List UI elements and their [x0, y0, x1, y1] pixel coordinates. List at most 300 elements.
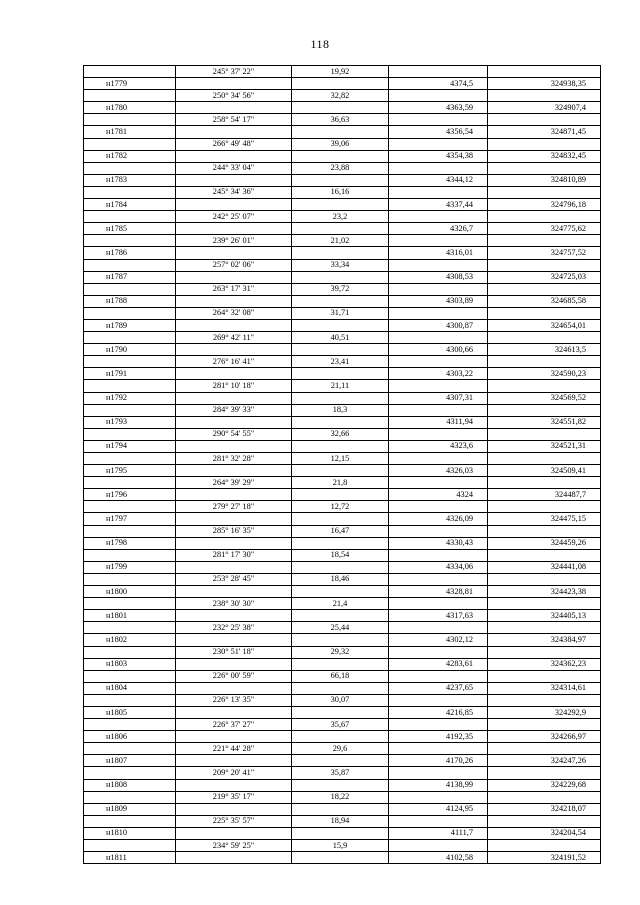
point-cell: н1800 [84, 586, 176, 598]
angle-cell [176, 78, 292, 90]
x-coordinate-cell [389, 477, 488, 489]
table-row [84, 259, 601, 271]
y-coordinate-cell [488, 428, 601, 440]
point-cell: н1811 [84, 852, 176, 864]
point-cell: н1792 [84, 392, 176, 404]
length-cell [292, 489, 389, 501]
point-cell [84, 356, 176, 368]
angle-cell [176, 247, 292, 259]
angle-cell [176, 368, 292, 380]
y-coordinate-cell [488, 283, 601, 295]
x-coordinate-cell [389, 525, 488, 537]
point-cell [84, 549, 176, 561]
length-cell [292, 586, 389, 598]
y-coordinate-cell [488, 404, 601, 416]
y-coordinate-cell [488, 719, 601, 731]
table-row [84, 852, 601, 864]
table-row [84, 706, 601, 718]
y-coordinate-cell: 324725,03 [488, 271, 601, 283]
y-coordinate-cell [488, 332, 601, 344]
point-cell: н1796 [84, 489, 176, 501]
x-coordinate-cell: 4307,31 [389, 392, 488, 404]
table-row [84, 827, 601, 839]
y-coordinate-cell: 324551,82 [488, 416, 601, 428]
length-cell [292, 827, 389, 839]
length-cell [292, 610, 389, 622]
y-coordinate-cell [488, 767, 601, 779]
angle-cell: 281° 32' 28" [176, 453, 292, 465]
angle-cell [176, 295, 292, 307]
table-row [84, 670, 601, 682]
length-cell [292, 126, 389, 138]
y-coordinate-cell: 324938,35 [488, 78, 601, 90]
x-coordinate-cell: 4326,03 [389, 465, 488, 477]
length-cell [292, 344, 389, 356]
length-cell [292, 634, 389, 646]
angle-cell: 242° 25' 07" [176, 211, 292, 223]
length-cell [292, 78, 389, 90]
y-coordinate-cell [488, 138, 601, 150]
length-cell [292, 440, 389, 452]
page-number: 118 [310, 37, 330, 51]
y-coordinate-cell: 324266,97 [488, 731, 601, 743]
angle-cell [176, 634, 292, 646]
length-cell: 23,88 [292, 162, 389, 174]
table-row [84, 211, 601, 223]
x-coordinate-cell: 4170,26 [389, 755, 488, 767]
point-cell: н1788 [84, 295, 176, 307]
angle-cell [176, 755, 292, 767]
angle-cell: 276° 16' 41" [176, 356, 292, 368]
length-cell: 16,47 [292, 525, 389, 537]
angle-cell: 263° 17' 31" [176, 283, 292, 295]
table-row [84, 78, 601, 90]
length-cell [292, 150, 389, 162]
length-cell: 12,72 [292, 501, 389, 513]
angle-cell: 279° 27' 18" [176, 501, 292, 513]
point-cell: н1795 [84, 465, 176, 477]
x-coordinate-cell [389, 162, 488, 174]
angle-cell: 244° 33' 04" [176, 162, 292, 174]
point-cell: н1789 [84, 319, 176, 331]
angle-cell: 290° 54' 55" [176, 428, 292, 440]
angle-cell [176, 416, 292, 428]
x-coordinate-cell: 4363,59 [389, 102, 488, 114]
x-coordinate-cell [389, 670, 488, 682]
angle-cell [176, 465, 292, 477]
angle-cell [176, 706, 292, 718]
point-cell: н1780 [84, 102, 176, 114]
x-coordinate-cell: 4334,06 [389, 561, 488, 573]
point-cell [84, 235, 176, 247]
length-cell [292, 416, 389, 428]
x-coordinate-cell [389, 791, 488, 803]
table-row [84, 186, 601, 198]
table-row [84, 731, 601, 743]
y-coordinate-cell [488, 622, 601, 634]
y-coordinate-cell: 324384,97 [488, 634, 601, 646]
point-cell: н1805 [84, 706, 176, 718]
angle-cell: 239° 26' 01" [176, 235, 292, 247]
y-coordinate-cell: 324405,13 [488, 610, 601, 622]
length-cell: 32,66 [292, 428, 389, 440]
angle-cell [176, 827, 292, 839]
table-row [84, 440, 601, 452]
length-cell: 18,3 [292, 404, 389, 416]
table-row [84, 162, 601, 174]
table-row [84, 465, 601, 477]
y-coordinate-cell [488, 646, 601, 658]
point-cell [84, 719, 176, 731]
point-cell: н1781 [84, 126, 176, 138]
angle-cell: 284° 39' 33" [176, 404, 292, 416]
y-coordinate-cell: 324685,58 [488, 295, 601, 307]
point-cell [84, 743, 176, 755]
x-coordinate-cell [389, 767, 488, 779]
table-row [84, 404, 601, 416]
table-row [84, 694, 601, 706]
length-cell: 21,8 [292, 477, 389, 489]
length-cell: 15,9 [292, 840, 389, 852]
angle-cell: 250° 34' 56" [176, 90, 292, 102]
point-cell [84, 428, 176, 440]
angle-cell: 226° 00' 59" [176, 670, 292, 682]
y-coordinate-cell [488, 162, 601, 174]
length-cell: 39,06 [292, 138, 389, 150]
x-coordinate-cell: 4324 [389, 489, 488, 501]
table-row [84, 453, 601, 465]
x-coordinate-cell: 4300,87 [389, 319, 488, 331]
point-cell [84, 501, 176, 513]
y-coordinate-cell [488, 549, 601, 561]
y-coordinate-cell [488, 477, 601, 489]
angle-cell: 285° 16' 35" [176, 525, 292, 537]
table-body [84, 66, 601, 864]
table-row [84, 223, 601, 235]
length-cell: 29,6 [292, 743, 389, 755]
y-coordinate-cell [488, 453, 601, 465]
point-cell [84, 380, 176, 392]
x-coordinate-cell: 4192,35 [389, 731, 488, 743]
x-coordinate-cell [389, 549, 488, 561]
table-row [84, 102, 601, 114]
point-cell: н1806 [84, 731, 176, 743]
table-row [84, 307, 601, 319]
table-row [84, 501, 601, 513]
table-row [84, 489, 601, 501]
table-row [84, 610, 601, 622]
length-cell: 12,15 [292, 453, 389, 465]
length-cell [292, 223, 389, 235]
angle-cell: 226° 37' 27" [176, 719, 292, 731]
angle-cell [176, 513, 292, 525]
y-coordinate-cell: 324871,45 [488, 126, 601, 138]
y-coordinate-cell: 324810,89 [488, 174, 601, 186]
table-row [84, 815, 601, 827]
y-coordinate-cell [488, 501, 601, 513]
angle-cell: 281° 17' 30" [176, 549, 292, 561]
y-coordinate-cell: 324832,45 [488, 150, 601, 162]
x-coordinate-cell [389, 138, 488, 150]
y-coordinate-cell: 324509,41 [488, 465, 601, 477]
point-cell: н1801 [84, 610, 176, 622]
point-cell: н1803 [84, 658, 176, 670]
y-coordinate-cell: 324775,62 [488, 223, 601, 235]
table-row [84, 477, 601, 489]
point-cell [84, 259, 176, 271]
length-cell: 40,51 [292, 332, 389, 344]
point-cell [84, 791, 176, 803]
x-coordinate-cell [389, 453, 488, 465]
x-coordinate-cell [389, 840, 488, 852]
y-coordinate-cell: 324218,07 [488, 803, 601, 815]
x-coordinate-cell [389, 211, 488, 223]
length-cell [292, 561, 389, 573]
length-cell [292, 731, 389, 743]
length-cell [292, 755, 389, 767]
point-cell: н1793 [84, 416, 176, 428]
length-cell [292, 682, 389, 694]
x-coordinate-cell [389, 573, 488, 585]
x-coordinate-cell [389, 598, 488, 610]
angle-cell [176, 319, 292, 331]
table-row [84, 779, 601, 791]
length-cell [292, 102, 389, 114]
angle-cell [176, 150, 292, 162]
x-coordinate-cell [389, 428, 488, 440]
y-coordinate-cell: 324487,7 [488, 489, 601, 501]
angle-cell [176, 126, 292, 138]
x-coordinate-cell: 4216,85 [389, 706, 488, 718]
angle-cell [176, 489, 292, 501]
angle-cell [176, 537, 292, 549]
table-row [84, 767, 601, 779]
point-cell [84, 332, 176, 344]
x-coordinate-cell: 4138,99 [389, 779, 488, 791]
table-row [84, 573, 601, 585]
y-coordinate-cell [488, 840, 601, 852]
length-cell: 66,18 [292, 670, 389, 682]
x-coordinate-cell [389, 114, 488, 126]
point-cell [84, 767, 176, 779]
table-row [84, 356, 601, 368]
y-coordinate-cell: 324204,54 [488, 827, 601, 839]
y-coordinate-cell [488, 598, 601, 610]
table-row [84, 634, 601, 646]
length-cell: 21,4 [292, 598, 389, 610]
y-coordinate-cell [488, 670, 601, 682]
table-row [84, 332, 601, 344]
point-cell [84, 211, 176, 223]
point-cell [84, 815, 176, 827]
y-coordinate-cell: 324475,15 [488, 513, 601, 525]
point-cell [84, 598, 176, 610]
length-cell: 18,54 [292, 549, 389, 561]
table-row [84, 755, 601, 767]
length-cell [292, 658, 389, 670]
point-cell: н1785 [84, 223, 176, 235]
x-coordinate-cell: 4326,7 [389, 223, 488, 235]
angle-cell [176, 271, 292, 283]
angle-cell: 264° 39' 29" [176, 477, 292, 489]
angle-cell [176, 344, 292, 356]
table-row [84, 598, 601, 610]
length-cell [292, 803, 389, 815]
y-coordinate-cell [488, 66, 601, 78]
table-row [84, 537, 601, 549]
y-coordinate-cell [488, 380, 601, 392]
table-row [84, 682, 601, 694]
point-cell: н1784 [84, 199, 176, 211]
table-row [84, 622, 601, 634]
angle-cell [176, 852, 292, 864]
point-cell [84, 138, 176, 150]
y-coordinate-cell: 324907,4 [488, 102, 601, 114]
point-cell [84, 114, 176, 126]
angle-cell [176, 174, 292, 186]
point-cell: н1783 [84, 174, 176, 186]
y-coordinate-cell: 324191,52 [488, 852, 601, 864]
x-coordinate-cell: 4237,65 [389, 682, 488, 694]
point-cell: н1787 [84, 271, 176, 283]
table-row [84, 271, 601, 283]
y-coordinate-cell: 324521,31 [488, 440, 601, 452]
table-row [84, 549, 601, 561]
y-coordinate-cell: 324569,52 [488, 392, 601, 404]
angle-cell [176, 658, 292, 670]
table-row [84, 114, 601, 126]
angle-cell [176, 779, 292, 791]
x-coordinate-cell [389, 743, 488, 755]
x-coordinate-cell [389, 90, 488, 102]
table-row [84, 380, 601, 392]
table-row [84, 126, 601, 138]
angle-cell: 238° 30' 30" [176, 598, 292, 610]
table-row [84, 586, 601, 598]
length-cell: 23,2 [292, 211, 389, 223]
point-cell [84, 622, 176, 634]
length-cell [292, 319, 389, 331]
y-coordinate-cell: 324590,23 [488, 368, 601, 380]
length-cell [292, 247, 389, 259]
angle-cell [176, 223, 292, 235]
y-coordinate-cell: 324654,01 [488, 319, 601, 331]
y-coordinate-cell [488, 90, 601, 102]
angle-cell: 232° 25' 38" [176, 622, 292, 634]
table-row [84, 283, 601, 295]
table-row [84, 150, 601, 162]
y-coordinate-cell [488, 743, 601, 755]
table-row [84, 392, 601, 404]
length-cell [292, 174, 389, 186]
angle-cell: 209° 20' 41" [176, 767, 292, 779]
table-row [84, 368, 601, 380]
x-coordinate-cell: 4330,43 [389, 537, 488, 549]
table-row [84, 743, 601, 755]
angle-cell: 221° 44' 28" [176, 743, 292, 755]
x-coordinate-cell: 4344,12 [389, 174, 488, 186]
x-coordinate-cell: 4111,7 [389, 827, 488, 839]
angle-cell: 226° 13' 35" [176, 694, 292, 706]
point-cell [84, 307, 176, 319]
angle-cell [176, 731, 292, 743]
y-coordinate-cell: 324459,26 [488, 537, 601, 549]
length-cell: 25,44 [292, 622, 389, 634]
table-row [84, 416, 601, 428]
length-cell: 39,72 [292, 283, 389, 295]
angle-cell: 230° 51' 18" [176, 646, 292, 658]
length-cell [292, 199, 389, 211]
x-coordinate-cell [389, 380, 488, 392]
x-coordinate-cell [389, 501, 488, 513]
table-row [84, 719, 601, 731]
x-coordinate-cell: 4316,01 [389, 247, 488, 259]
length-cell: 30,07 [292, 694, 389, 706]
y-coordinate-cell: 324229,68 [488, 779, 601, 791]
length-cell: 19,92 [292, 66, 389, 78]
x-coordinate-cell [389, 404, 488, 416]
x-coordinate-cell: 4302,12 [389, 634, 488, 646]
x-coordinate-cell [389, 622, 488, 634]
length-cell: 31,71 [292, 307, 389, 319]
y-coordinate-cell: 324613,5 [488, 344, 601, 356]
y-coordinate-cell [488, 356, 601, 368]
point-cell [84, 477, 176, 489]
table-row [84, 658, 601, 670]
y-coordinate-cell [488, 307, 601, 319]
x-coordinate-cell: 4311,94 [389, 416, 488, 428]
length-cell [292, 271, 389, 283]
angle-cell: 225° 35' 57" [176, 815, 292, 827]
point-cell [84, 186, 176, 198]
table-row [84, 344, 601, 356]
x-coordinate-cell: 4300,66 [389, 344, 488, 356]
x-coordinate-cell: 4308,53 [389, 271, 488, 283]
x-coordinate-cell: 4374,5 [389, 78, 488, 90]
x-coordinate-cell [389, 66, 488, 78]
x-coordinate-cell [389, 356, 488, 368]
table-row [84, 803, 601, 815]
angle-cell: 219° 35' 17" [176, 791, 292, 803]
x-coordinate-cell: 4323,6 [389, 440, 488, 452]
y-coordinate-cell: 324796,18 [488, 199, 601, 211]
angle-cell [176, 682, 292, 694]
y-coordinate-cell: 324423,38 [488, 586, 601, 598]
table-row [84, 235, 601, 247]
x-coordinate-cell: 4124,95 [389, 803, 488, 815]
angle-cell: 234° 59' 25" [176, 840, 292, 852]
length-cell [292, 465, 389, 477]
angle-cell [176, 610, 292, 622]
length-cell: 18,94 [292, 815, 389, 827]
length-cell [292, 779, 389, 791]
point-cell: н1808 [84, 779, 176, 791]
angle-cell: 245° 34' 36" [176, 186, 292, 198]
point-cell [84, 646, 176, 658]
y-coordinate-cell [488, 525, 601, 537]
point-cell [84, 453, 176, 465]
angle-cell: 281° 10' 18" [176, 380, 292, 392]
length-cell: 29,32 [292, 646, 389, 658]
y-coordinate-cell: 324757,52 [488, 247, 601, 259]
angle-cell: 266° 49' 48" [176, 138, 292, 150]
y-coordinate-cell: 324247,26 [488, 755, 601, 767]
x-coordinate-cell: 4303,22 [389, 368, 488, 380]
y-coordinate-cell [488, 186, 601, 198]
table-row [84, 90, 601, 102]
table-row [84, 513, 601, 525]
x-coordinate-cell [389, 235, 488, 247]
